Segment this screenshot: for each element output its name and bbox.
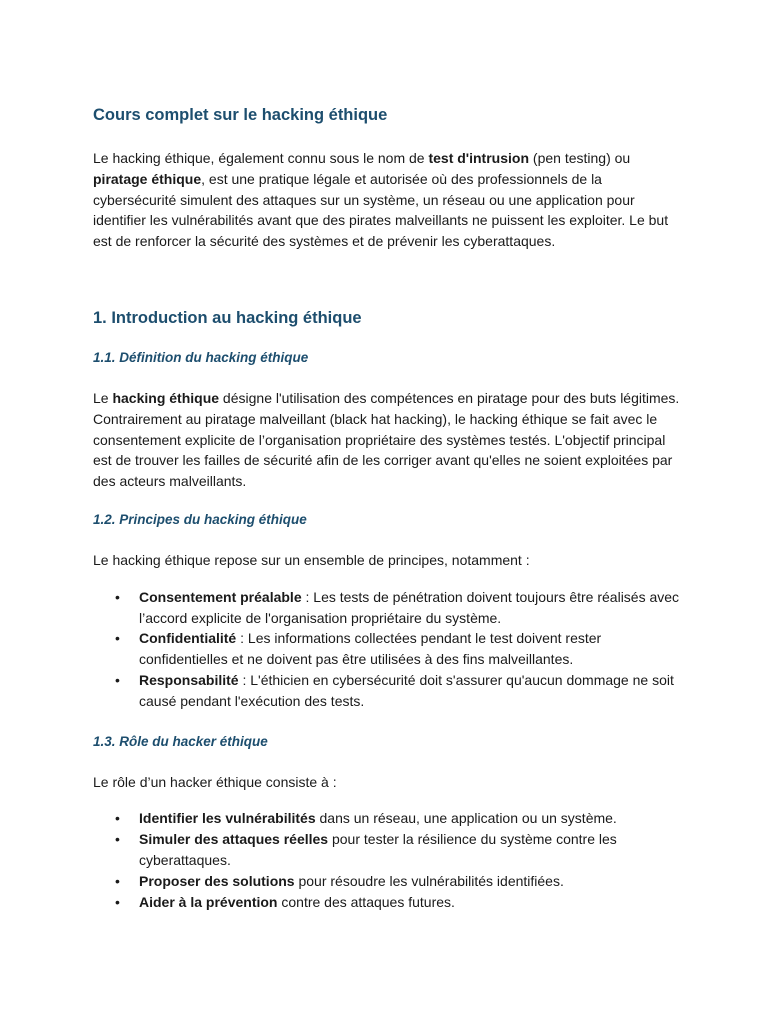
bullet-icon: •: [115, 893, 120, 910]
document-page: [93, 104, 683, 933]
intro-paragraph: Le hacking éthique, également connu sous le nom de test d'intrusion (pen testing) ou piratage éthique, est une pratique légale et autorisée où des professionnels de la cybersécurité simulent des attaques sur un système, un réseau ou une application pour identifier les vulnérabilités avant que des pirates malveillants ne puissent les exploiter. Le but est de renforcer la sécurité des systèmes et de prévenir les cyberattaques.: [93, 150, 669, 250]
list-item: • Confidentialité : Les informations collectées pendant le test doivent rester confidentielles et ne doivent pas être utilisées à des fins malveillantes.: [115, 630, 602, 668]
role-lead: Le rôle d’un hacker éthique consiste à :: [93, 773, 337, 790]
list-item: • Identifier les vulnérabilités dans un réseau, une application ou un système.: [93, 808, 683, 829]
section-1-1-heading: 1.1. Définition du hacking éthique: [93, 349, 309, 365]
list-item: • Responsabilité : L'éthicien en cybersécurité doit s'assurer qu'aucun dommage ne soit causé pendant l'exécution des tests.: [115, 671, 674, 709]
list-item: • Simuler des attaques réelles pour tester la résilience du système contre les cyberattaques.: [115, 831, 617, 868]
section-1-heading: 1. Introduction au hacking éthique: [93, 308, 362, 327]
list-item: • Consentement préalable : Les tests de pénétration doivent toujours être réalisés avec l’accord explicite de l'organisation propriétaire du système.: [115, 588, 680, 626]
section-1-3-heading: 1.3. Rôle du hacker éthique: [93, 733, 268, 749]
bullet-icon: •: [115, 588, 120, 605]
bullet-icon: •: [115, 831, 120, 848]
bullet-icon: •: [115, 872, 120, 889]
principles-lead: Le hacking éthique repose sur un ensemble de principes, notamment :: [93, 551, 530, 568]
bullet-icon: •: [115, 810, 120, 827]
section-1-2-heading: 1.2. Principes du hacking éthique: [93, 511, 307, 527]
list-item: • Aider à la prévention contre des attaques futures.: [93, 892, 683, 913]
bullet-icon: •: [115, 630, 120, 647]
role-list: [93, 808, 683, 912]
principles-list: [93, 587, 683, 712]
definition-paragraph: Le hacking éthique désigne l'utilisation des compétences en piratage pour des buts légitimes. Contrairement au piratage malveillant (black hat hacking), le hacking éthique se fait avec le consentement explicite de l’organisation propriétaire des systèmes testés. L'objectif principal est de trouver les failles de sécurité afin de les corriger avant qu'elles ne soient exploitées par des acteurs malveillants.: [93, 389, 680, 490]
bullet-icon: •: [115, 671, 120, 688]
list-item: • Proposer des solutions pour résoudre les vulnérabilités identifiées.: [93, 871, 683, 892]
document-title: Cours complet sur le hacking éthique: [93, 106, 388, 124]
